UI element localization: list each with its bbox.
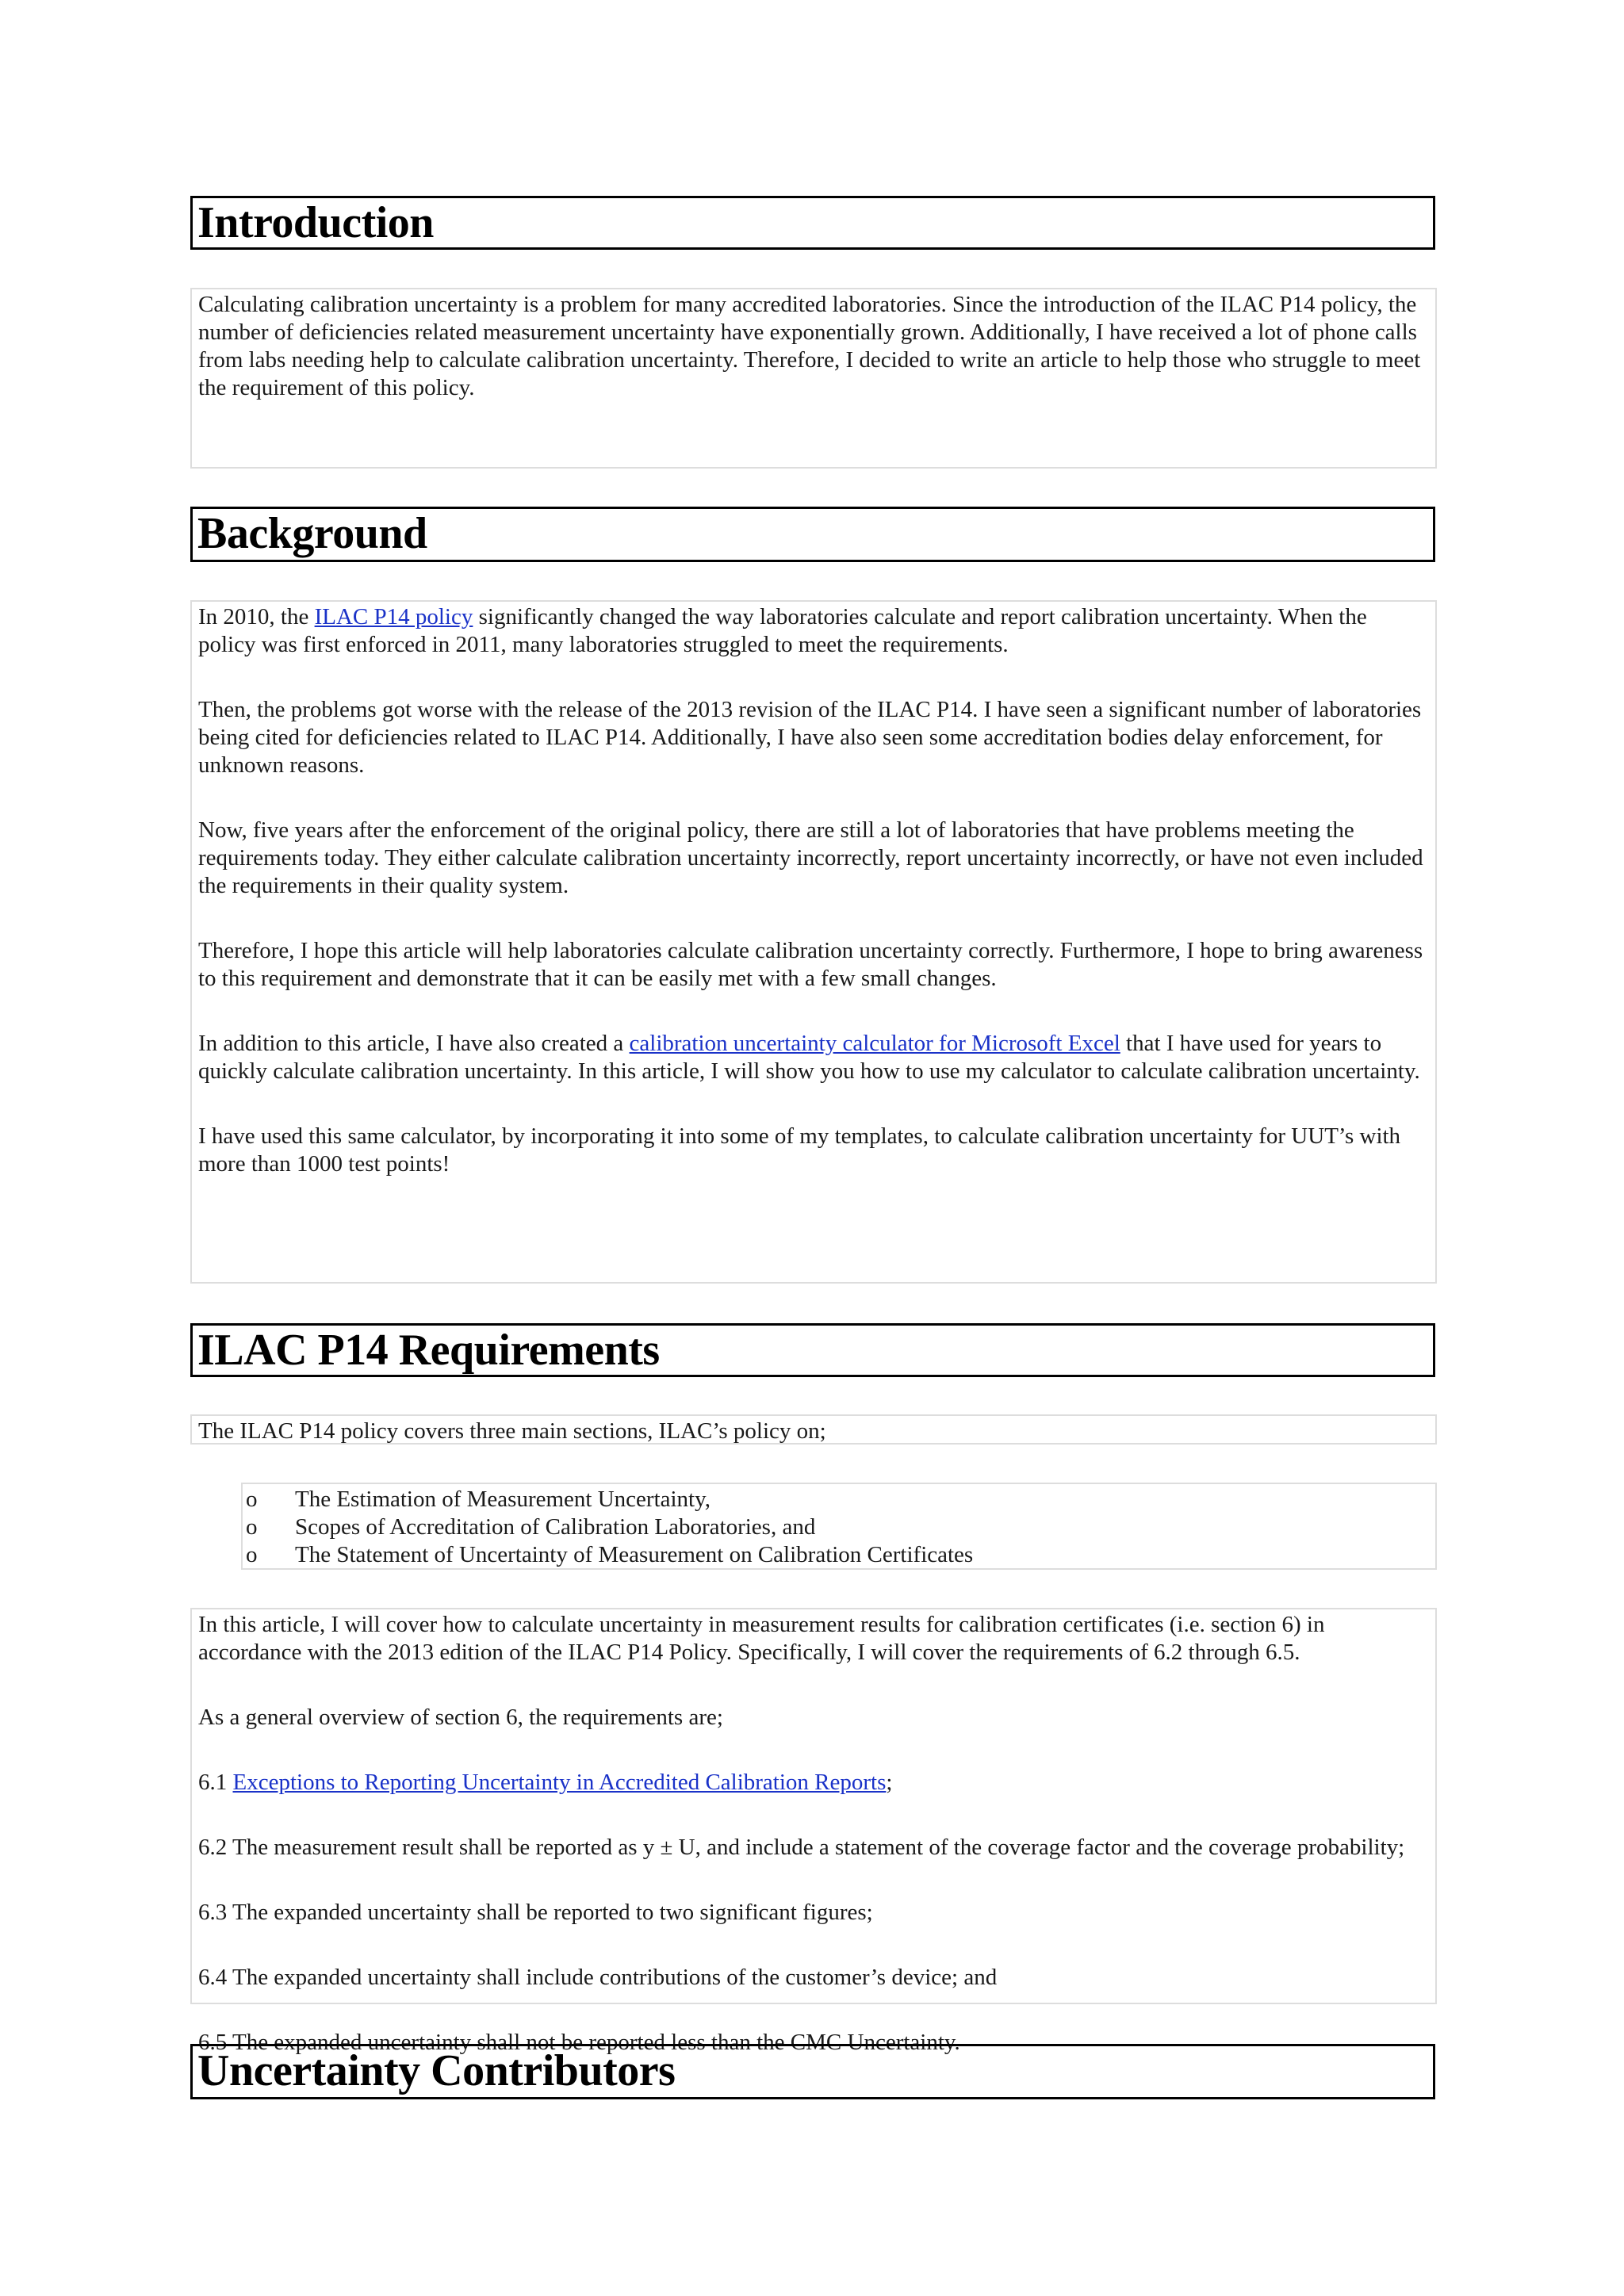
requirements-list xyxy=(198,1769,1429,2057)
list-item: o Scopes of Accreditation of Calibration Laboratories, and xyxy=(246,1514,816,1540)
heading-uncertainty-contributors: Uncertainty Contributors xyxy=(190,2044,1435,2099)
background-paragraph-2: Then, the problems got worse with the release of the 2013 revision of the ILAC P14. I have seen a significant number of laboratories being cited for deficiencies related to ILAC P14. Additionally, I have also seen some accreditation bodies delay enforcement, for unknown reasons. xyxy=(198,697,1422,778)
bullet-icon: o xyxy=(246,1487,258,1512)
bullet-icon: o xyxy=(246,1542,258,1567)
requirement-6-2: 6.2 The measurement result shall be reported as y ± U, and include a statement of the coverage factor and the coverage probability; xyxy=(198,1835,1405,1860)
introduction-text-box xyxy=(190,288,1437,469)
background-paragraph-4: Therefore, I hope this article will help laboratories calculate calibration uncertainty correctly. Furthermore, I hope to bring awareness to this requirement and demonstrate that it can be easily met with a few small changes. xyxy=(198,938,1423,991)
bullet-icon: o xyxy=(246,1514,258,1540)
background-paragraph-5: In addition to this article, I have also created a calibration uncertainty calculator for Microsoft Excel that I have used for years to quickly calculate calibration uncertainty. In this article, I will show you how to use my calculator to calculate calibration uncertainty. xyxy=(198,1031,1420,1084)
heading-ilac-p14-requirements: ILAC P14 Requirements xyxy=(190,1323,1435,1377)
ilac-paragraph-2: As a general overview of section 6, the requirements are; xyxy=(198,1705,723,1730)
requirement-6-5: 6.5 The expanded uncertainty shall not be reported less than the CMC Uncertainty. xyxy=(198,2030,960,2055)
ilac-intro-box xyxy=(190,1414,1437,1445)
heading-background: Background xyxy=(190,507,1435,562)
exceptions-link[interactable]: Exceptions to Reporting Uncertainty in Accredited Calibration Reports xyxy=(232,1770,887,1795)
introduction-paragraph: Calculating calibration uncertainty is a problem for many accredited laboratories. Since the introduction of the ILAC P14 policy, the number of deficiencies related measurement uncertainty have exponentially grown. Additionally, I have received a lot of phone calls from labs needing help to calculate calibration uncertainty. Therefore, I decided to write an article to help those who struggle to meet the requirement of this policy. xyxy=(198,292,1421,400)
list-item: o The Statement of Uncertainty of Measurement on Calibration Certificates xyxy=(246,1542,974,1567)
background-text-box xyxy=(190,600,1437,1284)
background-paragraph-3: Now, five years after the enforcement of the original policy, there are still a lot of laboratories that have problems meeting the requirements today. They either calculate calibration uncertainty incorrectly, report uncertainty incorrectly, or have not even included the requirements in their quality system. xyxy=(198,817,1423,898)
ilac-intro-text: The ILAC P14 policy covers three main sections, ILAC’s policy on; xyxy=(198,1418,826,1444)
ilac-p14-policy-link[interactable]: ILAC P14 policy xyxy=(314,604,473,629)
list-item: o The Estimation of Measurement Uncertainty, xyxy=(246,1487,710,1512)
requirement-6-3: 6.3 The expanded uncertainty shall be reported to two significant figures; xyxy=(198,1900,873,1925)
background-paragraph-6: I have used this same calculator, by incorporating it into some of my templates, to calculate calibration uncertainty for UUT’s with more than 1000 test points! xyxy=(198,1123,1401,1177)
ilac-paragraph-1: In this article, I will cover how to calculate uncertainty in measurement results for calibration certificates (i.e. section 6) in accordance with the 2013 edition of the ILAC P14 Policy. Specifically, I will cover the requirements of 6.2 through 6.5. xyxy=(198,1612,1325,1665)
requirement-6-1: 6.1 Exceptions to Reporting Uncertainty in Accredited Calibration Reports; xyxy=(198,1770,893,1795)
calculator-link[interactable]: calibration uncertainty calculator for Microsoft Excel xyxy=(629,1031,1120,1056)
background-paragraph-1: In 2010, the ILAC P14 policy significantly changed the way laboratories calculate and report calibration uncertainty. When the policy was first enforced in 2011, many laboratories struggled to meet the requirements. xyxy=(198,604,1367,657)
requirement-6-4: 6.4 The expanded uncertainty shall include contributions of the customer’s device; and xyxy=(198,1965,998,1990)
ilac-details-box xyxy=(190,1608,1437,2055)
heading-introduction: Introduction xyxy=(190,196,1435,250)
ilac-sections-list xyxy=(241,1483,1437,1570)
